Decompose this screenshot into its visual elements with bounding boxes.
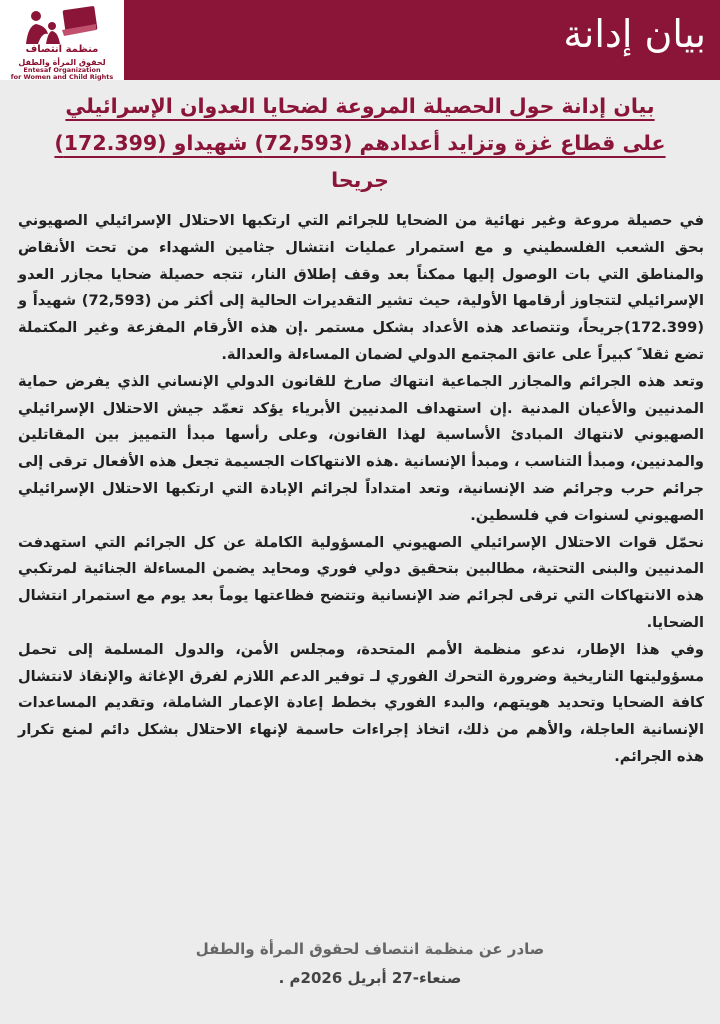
signature-block: [0, 935, 720, 993]
logo-sub-arabic: لحقوق المرأة والطفل: [18, 58, 106, 67]
organization-logo: [0, 0, 124, 80]
headline-line-3: جريحا: [331, 168, 389, 192]
header: [0, 0, 720, 80]
logo-subtitle: [0, 58, 124, 81]
date-line: صنعاء-27 أبريل 2026م .: [278, 969, 462, 987]
title-banner: [124, 0, 720, 80]
logo-sub-english: for Women and Child Rights: [10, 73, 114, 81]
paragraph-3: نحمّل قوات الاحتلال الإسرائيلي الصهيوني المسؤولية الكاملة عن كل الجرائم التي استهدفت المدنيين والبنى التحتية، مطالبين بتحقيق دولي فوري ومحايد يضمن المساءلة الجنائية لمرتكبي هذه الانتهاكات التي ترقى لجرائم ضد الإنسانية وتتضح فظاعتها يوماً بعد يوم مع استمرار انتشال الضحايا.: [18, 533, 704, 631]
paragraph-1: في حصيلة مروعة وغير نهائية من الضحايا للجرائم التي ارتكبها الاحتلال الإسرائيلي الصهيوني بحق الشعب الفلسطيني و مع استمرار عمليات انتشال جثامين الشهداء من تحت الأنقاض والمناطق التي بات الوصول إليها ممكناً بعد وقف إطلاق النار، تتجه حصيلة ضحايا مجازر العدو الإسرائيلي لتتجاوز أرقامها الأولية، حيث تشير التقديرات الحالية إلى أكثر من (72,593) شهيداً و (172.399)جريحاً، وتتصاعد هذه الأعداد بشكل مستمر .إن هذه الأرقام المفزعة وغير المكتملة تضع ثقلا ً كبيراً على عاتق المجتمع الدولي لضمان المساءلة والعدالة.: [18, 212, 705, 363]
statement-body: [18, 208, 704, 771]
statement-headline: [20, 88, 700, 199]
headline-line-1: بيان إدانة حول الحصيلة المروعة لضحايا العدوان الإسرائيلي: [65, 94, 655, 118]
issuer-line: صادر عن منظمة انتصاف لحقوق المرأة والطفل: [195, 940, 545, 958]
logo-name-english: Entesaf Organization: [23, 66, 101, 74]
paragraph-4: وفي هذا الإطار، ندعو منظمة الأمم المتحدة، ومجلس الأمن، والدول المسلمة إلى تحمل مسؤوليتها التاريخية وضرورة التحرك الفوري لـ توفير الدعم اللازم لفرق الإغاثة والإنقاذ لانتشال كافة الضحايا وتحديد هويتهم، والبدء الفوري بخطط إعادة الإعمار الشاملة، وتقديم المساعدات الإنسانية العاجلة، والأهم من ذلك، اتخاذ إجراءات حاسمة لإنهاء الاحتلال بشكل دائم لمنع تكرار هذه الجرائم.: [18, 640, 704, 765]
headline-line-2: على قطاع غزة وتزايد أعدادهم (72,593) شهيداو (172.399): [54, 131, 666, 155]
banner-title: بيان إدانة: [563, 12, 706, 56]
paragraph-2: وتعد هذه الجرائم والمجازر الجماعية انتهاك صارخ للقانون الدولي الإنساني الذي يفرض حماية المدنيين والأعيان المدنية .إن استهداف المدنيين الأبرياء يؤكد تعمّد جيش الاحتلال الإسرائيلي الصهيوني لانتهاك المبادئ الأساسية لهذا القانون، وعلى رأسها مبدأ التمييز بين المقاتلين والمدنيين، ومبدأ التناسب ، ومبدأ الإنسانية .هذه الانتهاكات الجسيمة تجعل هذه الأفعال ترقى إلى جرائم حرب وجرائم ضد الإنسانية، وتعد امتداداً لجرائم الإبادة التي ارتكبها الاحتلال الإسرائيلي الصهيوني لسنوات في فلسطين.: [18, 372, 704, 524]
logo-name-arabic: منظمة انتصاف: [25, 44, 99, 55]
logo-emblem-icon: [22, 4, 100, 46]
